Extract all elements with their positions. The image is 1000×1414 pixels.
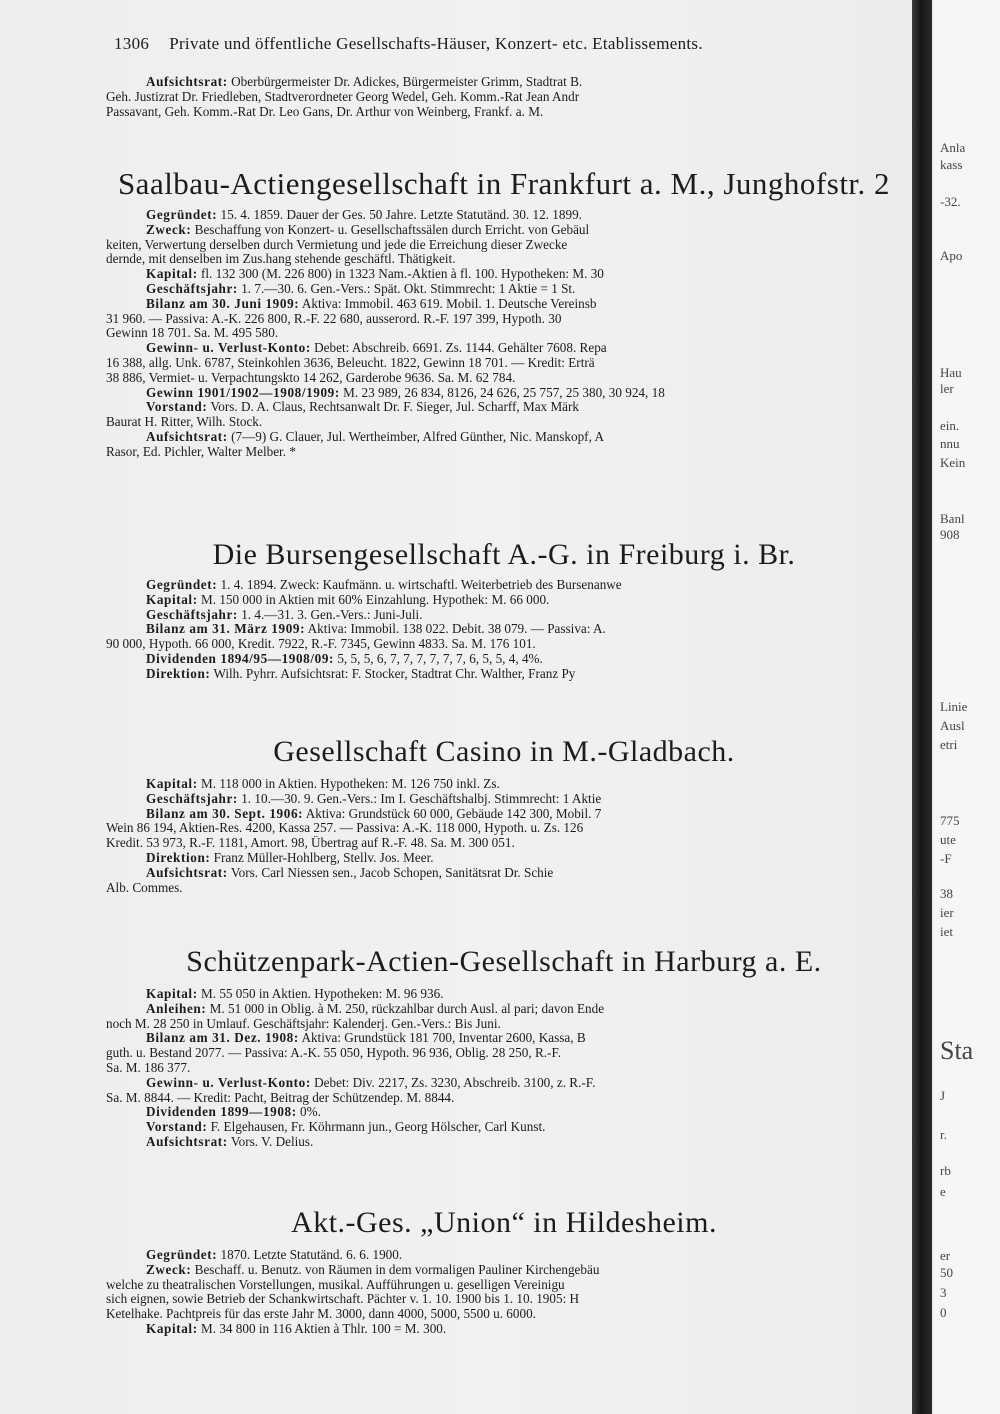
entry-line <box>106 105 908 120</box>
running-title: Private und öffentliche Gesellschafts-Häuser, Konzert- etc. Etablissements. <box>169 34 703 53</box>
entry-label: Gewinn- u. Verlust-Konto: <box>146 1075 311 1090</box>
fragment-text: 908 <box>940 527 960 542</box>
fragment-text: -32. <box>940 194 961 209</box>
company-entry <box>106 987 908 1150</box>
fragment-text: nnu <box>940 436 960 451</box>
fragment-text: Banl <box>940 511 965 526</box>
entry-text: M. 23 989, 26 834, 8126, 24 626, 25 757, 25 380, 30 924, 18 <box>343 385 665 400</box>
fragment-text: 0 <box>940 1305 947 1320</box>
entry-line <box>106 881 908 896</box>
entry-line <box>106 326 908 341</box>
company-title: Die Bursengesellschaft A.-G. in Freiburg i. Br. <box>212 538 796 571</box>
entry-line <box>106 1002 908 1017</box>
fragment-text: 38 <box>940 886 953 901</box>
entry-line <box>106 415 908 430</box>
fragment-text: Apo <box>940 248 963 263</box>
fragment-text: r. <box>940 1127 947 1142</box>
entry-line <box>106 1307 908 1322</box>
entry-text: noch M. 28 250 in Umlauf. Geschäftsjahr: Kalenderj. Gen.-Vers.: Bis Juni. <box>106 1016 501 1031</box>
main-column <box>100 0 908 1414</box>
entry-label: Aufsichtsrat: <box>146 429 228 444</box>
company-title: Saalbau-Actiengesellschaft in Frankfurt a. M., Junghofstr. 2 <box>117 166 891 201</box>
fragment-text: kass <box>940 157 963 172</box>
entry-text: Wein 86 194, Aktien-Res. 4200, Kassa 257. — Passiva: A.-K. 118 000, Hypoth. u. Zs. 126 <box>106 821 584 836</box>
fragment-text: rb <box>940 1163 951 1178</box>
fragment-text: Hau <box>940 365 962 380</box>
entry-text: 16 388, allg. Unk. 6787, Steinkohlen 3636, Beleucht. 1822, Gewinn 18 701. — Kredit: Erträ <box>106 355 595 370</box>
entry-line <box>106 282 908 297</box>
entry-text: Alb. Commes. <box>106 880 183 895</box>
entry-text: 90 000, Hypoth. 66 000, Kredit. 7922, R.-F. 7345, Gewinn 4833. Sa. M. 176 101. <box>106 637 536 652</box>
entry-text: Baurat H. Ritter, Wilh. Stock. <box>106 415 263 430</box>
entry-line <box>106 987 908 1002</box>
entry-label: Direktion: <box>146 666 211 681</box>
entry-label: Geschäftsjahr: <box>146 791 238 806</box>
entry-line <box>106 1263 908 1278</box>
entry-label: Gegründet: <box>146 578 218 592</box>
entry-text: Passavant, Geh. Komm.-Rat Dr. Leo Gans, Dr. Arthur von Weinberg, Frankf. a. M. <box>106 104 544 119</box>
entry-text: Vors. Carl Niessen sen., Jacob Schopen, Sanitätsrat Dr. Schie <box>230 865 554 880</box>
entry-text: Debet: Abschreib. 6691. Zs. 1144. Gehälter 7608. Repa <box>314 341 607 356</box>
entry-label: Gegründet: <box>146 1248 218 1262</box>
entry-label: Gewinn 1901/1902—1908/1909: <box>146 385 340 400</box>
entry-label: Geschäftsjahr: <box>146 607 238 622</box>
fragment-text: Linie <box>940 699 968 714</box>
fragment-text: ein. <box>940 418 960 433</box>
entry-label: Gewinn- u. Verlust-Konto: <box>146 341 311 356</box>
entry-text: 31 960. — Passiva: A.-K. 226 800, R.-F. 22 680, ausserord. R.-F. 197 399, Hypoth. 30 <box>106 311 562 326</box>
entry-text: 1870. Letzte Statutänd. 6. 6. 1900. <box>220 1248 403 1262</box>
entry-line <box>106 1120 908 1135</box>
entry-text: M. 51 000 in Oblig. à M. 250, rückzahlbar durch Ausl. al pari; davon Ende <box>209 1001 605 1016</box>
entry-line <box>106 836 908 851</box>
entry-text: Wilh. Pyhrr. Aufsichtsrat: F. Stocker, Stadtrat Chr. Walther, Franz Py <box>213 666 576 681</box>
entry-text: Rasor, Ed. Pichler, Walter Melber. * <box>106 444 296 459</box>
entry-line <box>106 267 908 282</box>
entry-text: 1. 4.—31. 3. Gen.-Vers.: Juni-Juli. <box>241 607 423 622</box>
fragment-text: er <box>940 1248 951 1263</box>
entry-line <box>106 866 908 881</box>
entry-line <box>106 386 908 401</box>
entry-line <box>106 622 908 637</box>
entry-label: Bilanz am 30. Sept. 1906: <box>146 806 304 821</box>
entry-label: Kapital: <box>146 1321 198 1336</box>
entry-line <box>106 1135 908 1150</box>
entry-text: 38 886, Vermiet- u. Verpachtungskto 14 262, Garderobe 9636. Sa. M. 62 784. <box>106 370 516 385</box>
entry-label: Vorstand: <box>146 400 208 415</box>
entry-text: 1. 7.—30. 6. Gen.-Vers.: Spät. Okt. Stimmrecht: 1 Aktie = 1 St. <box>241 281 576 296</box>
entry-label: Direktion: <box>146 850 211 865</box>
company-title: Akt.-Ges. „Union“ in Hildesheim. <box>291 1206 717 1239</box>
entry-label: Aufsichtsrat: <box>146 75 228 89</box>
company-entry <box>106 1248 908 1337</box>
entry-line <box>106 1091 908 1106</box>
entry-label: Bilanz am 30. Juni 1909: <box>146 296 300 311</box>
entry-line <box>106 1017 908 1032</box>
entry-line <box>106 593 908 608</box>
entry-line <box>106 1105 908 1120</box>
entry-text: Beschaffung von Konzert- u. Gesellschaftssälen durch Erricht. von Gebäul <box>194 222 590 237</box>
entry-label: Aufsichtsrat: <box>146 865 228 880</box>
entry-line <box>106 430 908 445</box>
entry-line <box>106 1278 908 1293</box>
entry-label: Zweck: <box>146 222 192 237</box>
company-entry <box>106 777 908 895</box>
entry-line <box>106 821 908 836</box>
fragment-text: ler <box>940 381 954 396</box>
entry-text: Vors. D. A. Claus, Rechtsanwalt Dr. F. Sieger, Jul. Scharff, Max Märk <box>210 400 580 415</box>
entry-label: Dividenden 1894/95—1908/09: <box>146 651 335 666</box>
entry-line <box>106 792 908 807</box>
entry-line <box>106 400 908 415</box>
entry-text: dernde, mit denselben im Zus.hang stehende geschäftl. Thätigkeit. <box>106 252 456 267</box>
entry-text: Aktiva: Immobil. 463 619. Mobil. 1. Deutsche Vereinsb <box>301 296 597 311</box>
entry-line <box>106 637 908 652</box>
entry-text: Vors. V. Delius. <box>230 1134 314 1149</box>
entry-text: Sa. M. 8844. — Kredit: Pacht, Beitrag der Schützendep. M. 8844. <box>106 1090 455 1105</box>
entry-text: Franz Müller-Hohlberg, Stellv. Jos. Meer. <box>213 850 434 865</box>
entry-line <box>106 252 908 267</box>
entry-text: Sa. M. 186 377. <box>106 1060 191 1075</box>
entry-line <box>106 578 908 593</box>
entry-text: M. 150 000 in Aktien mit 60% Einzahlung. Hypothek: M. 66 000. <box>201 592 550 607</box>
entry-text: (7—9) G. Clauer, Jul. Wertheimber, Alfred Günther, Nic. Manskopf, A <box>231 429 604 444</box>
entry-line <box>106 1046 908 1061</box>
entry-line <box>106 90 908 105</box>
entry-line <box>106 1076 908 1091</box>
entry-text: 15. 4. 1859. Dauer der Ges. 50 Jahre. Letzte Statutänd. 30. 12. 1899. <box>220 208 582 222</box>
entry-text: Kredit. 53 973, R.-F. 1181, Amort. 98, Übertrag auf R.-F. 48. Sa. M. 300 051. <box>106 836 515 851</box>
entry-text: Aktiva: Immobil. 138 022. Debit. 38 079. — Passiva: A. <box>307 622 606 637</box>
entry-label: Kapital: <box>146 987 198 1001</box>
fragment-text: ier <box>940 905 954 920</box>
entry-line <box>106 341 908 356</box>
entry-text: welche zu theatralischen Vorstellungen, musikal. Aufführungen u. geselligen Vereinigu <box>106 1277 565 1292</box>
fragment-text: ute <box>940 832 956 847</box>
entry-line <box>106 608 908 623</box>
entry-line <box>106 371 908 386</box>
entry-line <box>106 312 908 327</box>
entry-text: M. 118 000 in Aktien. Hypotheken: M. 126 750 inkl. Zs. <box>201 777 500 791</box>
entry-label: Kapital: <box>146 267 198 282</box>
entry-text: guth. u. Bestand 2077. — Passiva: A.-K. 55 050, Hypoth. 96 936, Oblig. 28 250, R.-F. <box>106 1046 562 1061</box>
entry-text: sich eignen, sowie Betrieb der Schankwirtschaft. Pächter v. 1. 10. 1900 bis 1. 10. 1905: H <box>106 1292 580 1307</box>
adjacent-page-strip <box>934 0 1000 1414</box>
fragment-text: J <box>940 1088 946 1103</box>
page-number: 1306 <box>114 34 150 53</box>
entry-line <box>106 1322 908 1337</box>
fragment-text: -F <box>940 851 952 866</box>
entry-text: keiten, Verwertung derselben durch Vermietung und jede die Erreichung dieser Zwecke <box>106 237 568 252</box>
entry-text: Ketelhake. Pachtpreis für das erste Jahr M. 3000, dann 4000, 5000, 5500 u. 6000. <box>106 1307 536 1322</box>
entry-text: 1. 10.—30. 9. Gen.-Vers.: Im I. Geschäftshalbj. Stimmrecht: 1 Aktie <box>241 791 602 806</box>
entry-line <box>106 297 908 312</box>
entry-line <box>106 75 908 90</box>
fragment-text: etri <box>940 737 958 752</box>
company-title: Schützenpark-Actien-Gesellschaft in Harburg a. E. <box>186 945 822 978</box>
entry-text: Oberbürgermeister Dr. Adickes, Bürgermeister Grimm, Stadtrat B. <box>231 75 583 89</box>
company-entry <box>106 208 908 460</box>
fragment-text: 775 <box>940 813 960 828</box>
entry-line <box>106 208 908 223</box>
entry-text: F. Elgehausen, Fr. Köhrmann jun., Georg Hölscher, Carl Kunst. <box>210 1120 546 1135</box>
entry-label: Vorstand: <box>146 1120 208 1135</box>
entry-line <box>106 652 908 667</box>
top-block <box>106 75 908 119</box>
entry-line <box>106 1292 908 1307</box>
entry-line <box>106 238 908 253</box>
entry-text: Gewinn 18 701. Sa. M. 495 580. <box>106 326 279 341</box>
entry-text: Aktiva: Grundstück 60 000, Gebäude 142 300, Mobil. 7 <box>305 806 602 821</box>
entry-label: Gegründet: <box>146 208 218 222</box>
entry-label: Kapital: <box>146 592 198 607</box>
entry-label: Dividenden 1899—1908: <box>146 1105 297 1120</box>
entry-text: Aktiva: Grundstück 181 700, Inventar 2600, Kassa, B <box>301 1031 586 1046</box>
company-entry <box>106 578 908 682</box>
fragment-text: e <box>940 1184 946 1199</box>
entry-text: fl. 132 300 (M. 226 800) in 1323 Nam.-Aktien à fl. 100. Hypotheken: M. 30 <box>201 267 604 282</box>
fragment-text: Sta <box>940 1036 974 1065</box>
entry-label: Geschäftsjahr: <box>146 281 238 296</box>
fragment-text: Kein <box>940 455 966 470</box>
entry-text: Beschaff. u. Benutz. von Räumen in dem vormaligen Pauliner Kirchengebäu <box>194 1262 600 1277</box>
fragment-text: Ausl <box>940 718 965 733</box>
entry-text: 5, 5, 5, 6, 7, 7, 7, 7, 7, 7, 6, 5, 5, 4, 4%. <box>337 651 543 666</box>
entry-line <box>106 777 908 792</box>
entry-text: Geh. Justizrat Dr. Friedleben, Stadtverordneter Georg Wedel, Geh. Komm.-Rat Jean Andr <box>106 89 580 104</box>
entry-line <box>106 1031 908 1046</box>
entry-line <box>106 445 908 460</box>
entry-label: Bilanz am 31. Dez. 1908: <box>146 1031 299 1046</box>
entry-text: 1. 4. 1894. Zweck: Kaufmänn. u. wirtschaftl. Weiterbetrieb des Bursenanwe <box>220 578 622 592</box>
fragment-text: 3 <box>940 1285 947 1300</box>
fragment-text: iet <box>940 924 953 939</box>
company-title: Gesellschaft Casino in M.-Gladbach. <box>273 735 735 768</box>
entry-text: 0%. <box>300 1105 321 1120</box>
running-header <box>114 34 908 54</box>
book-gutter <box>912 0 932 1414</box>
entry-line <box>106 851 908 866</box>
entry-text: M. 34 800 in 116 Aktien à Thlr. 100 = M. 300. <box>201 1321 447 1336</box>
entry-label: Aufsichtsrat: <box>146 1134 228 1149</box>
entry-line <box>106 667 908 682</box>
entry-line <box>106 1061 908 1076</box>
entry-label: Zweck: <box>146 1262 192 1277</box>
entry-label: Bilanz am 31. März 1909: <box>146 622 306 637</box>
entry-text: Debet: Div. 2217, Zs. 3230, Abschreib. 3100, z. R.-F. <box>314 1075 596 1090</box>
entry-label: Kapital: <box>146 777 198 791</box>
entry-line <box>106 807 908 822</box>
fragment-text: Anla <box>940 140 966 155</box>
entry-label: Anleihen: <box>146 1001 207 1016</box>
entry-text: M. 55 050 in Aktien. Hypotheken: M. 96 936. <box>201 987 444 1001</box>
entry-line <box>106 223 908 238</box>
entry-line <box>106 1248 908 1263</box>
entry-line <box>106 356 908 371</box>
fragment-text: 50 <box>940 1265 953 1280</box>
